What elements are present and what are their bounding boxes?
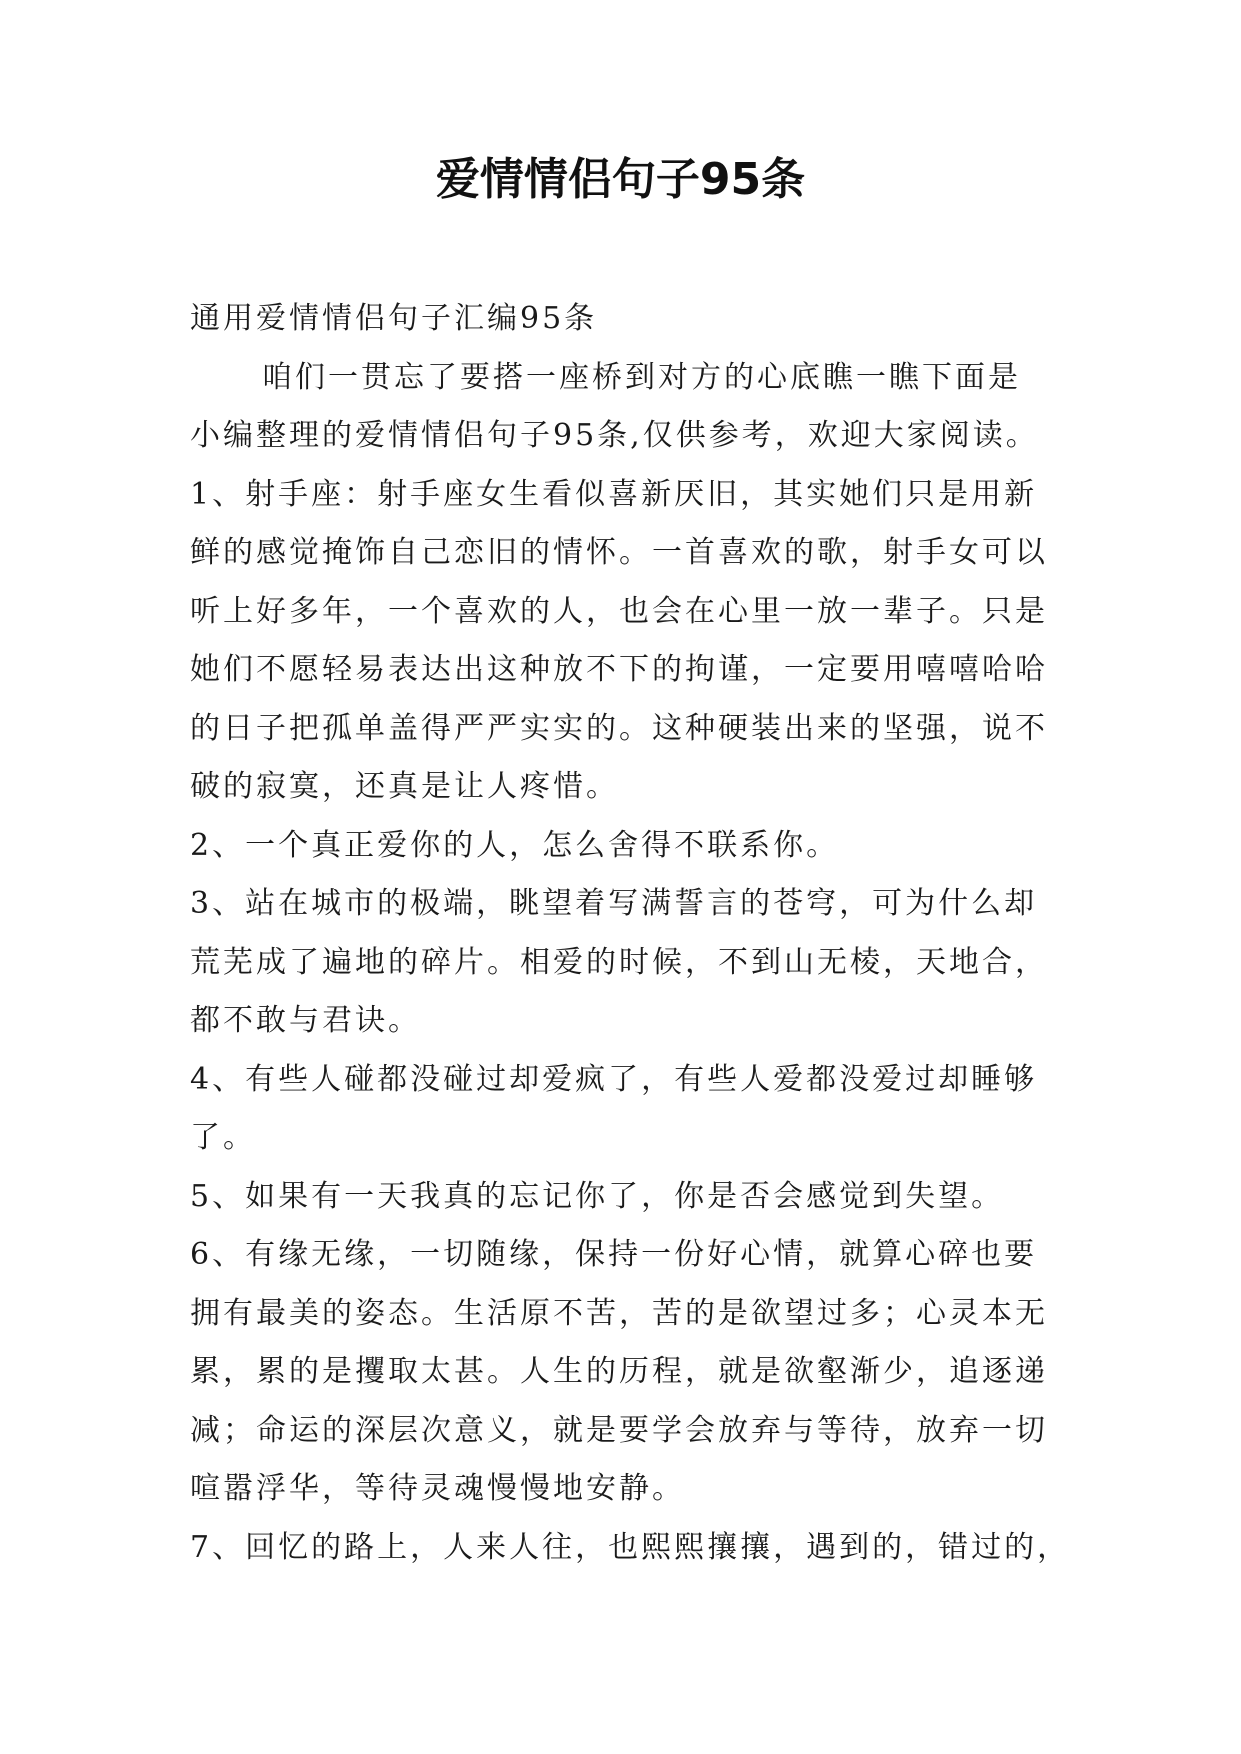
item-6-line: 拥有最美的姿态。生活原不苦，苦的是欲望过多；心灵本无 xyxy=(190,1295,1048,1331)
intro-line: 咱们一贯忘了要搭一座桥到对方的心底瞧一瞧下面是 xyxy=(262,359,1021,395)
item-2-line: 2、一个真正爱你的人，怎么舍得不联系你。 xyxy=(190,827,840,863)
item-1-line: 鲜的感觉掩饰自己恋旧的情怀。一首喜欢的歌，射手女可以 xyxy=(190,535,1048,570)
intro-line: 小编整理的爱情情侣句子95条,仅供参考，欢迎大家阅读。 xyxy=(190,418,1039,453)
item-6-line: 累，累的是攫取太甚。人生的历程，就是欲壑渐少，追逐递 xyxy=(190,1354,1048,1389)
document-title: 爱情情侣句子95条 xyxy=(435,154,806,205)
subtitle-line: 通用爱情情侣句子汇编95条 xyxy=(190,301,598,336)
item-6-line: 喧嚣浮华，等待灵魂慢慢地安静。 xyxy=(190,1471,685,1506)
item-6-line: 6、有缘无缘，一切随缘，保持一份好心情，就算心碎也要 xyxy=(190,1237,1038,1272)
item-1-line: 的日子把孤单盖得严严实实的。这种硬装出来的坚强，说不 xyxy=(190,710,1048,746)
document-body xyxy=(190,290,1070,1577)
item-1-line: 破的寂寞，还真是让人疼惜。 xyxy=(190,769,619,804)
item-4-line: 4、有些人碰都没碰过却爱疯了，有些人爱都没爱过却睡够 xyxy=(190,1061,1038,1097)
item-5-line: 5、如果有一天我真的忘记你了，你是否会感觉到失望。 xyxy=(190,1178,1005,1214)
item-4-line: 了。 xyxy=(190,1120,256,1155)
item-6-line: 减；命运的深层次意义，就是要学会放弃与等待，放弃一切 xyxy=(190,1412,1048,1448)
item-7-line: 7、回忆的路上，人来人往，也熙熙攘攘，遇到的，错过的， xyxy=(190,1529,1071,1565)
item-3-line: 荒芜成了遍地的碎片。相爱的时候，不到山无棱，天地合， xyxy=(190,944,1048,980)
item-3-line: 都不敢与君诀。 xyxy=(190,1003,421,1038)
item-1-line: 听上好多年，一个喜欢的人，也会在心里一放一辈子。只是 xyxy=(190,593,1048,629)
item-1-line: 1、射手座：射手座女生看似喜新厌旧，其实她们只是用新 xyxy=(190,476,1038,512)
item-1-line: 她们不愿轻易表达出这种放不下的拘谨，一定要用嘻嘻哈哈 xyxy=(190,652,1048,687)
item-3-line: 3、站在城市的极端，眺望着写满誓言的苍穹，可为什么却 xyxy=(190,886,1038,921)
